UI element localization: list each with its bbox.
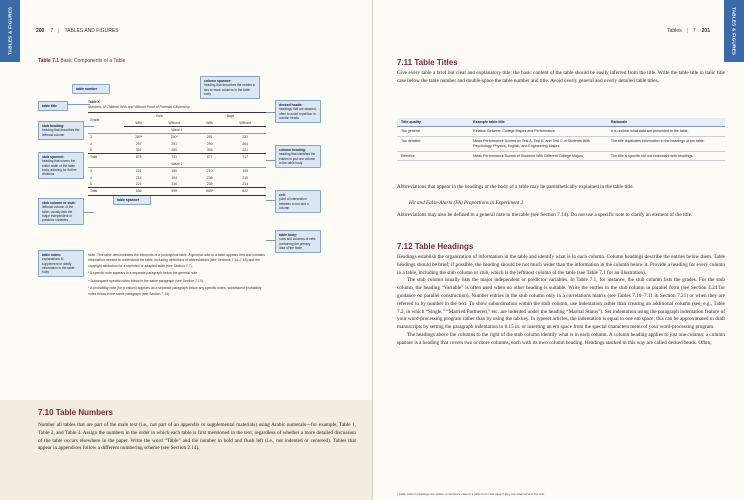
cell: 260 bbox=[171, 148, 178, 153]
leader-line bbox=[68, 104, 90, 105]
table-row bbox=[88, 181, 266, 188]
section-title-7-10: 7.10 Table Numbers bbox=[38, 408, 113, 417]
running-title: Tables bbox=[667, 28, 682, 34]
cell: 251 bbox=[171, 141, 178, 146]
leader-line bbox=[266, 200, 276, 201]
section-title-7-11: 7.11 Table Titles bbox=[397, 58, 458, 67]
section-body-7-12 bbox=[397, 254, 725, 348]
callout-label: column heading: bbox=[279, 148, 307, 152]
column-header: Title quality bbox=[397, 118, 469, 127]
cell: 201 bbox=[135, 169, 142, 174]
cell: 751 bbox=[153, 154, 195, 161]
callout-text: point of intersection between a row and a column bbox=[279, 197, 309, 210]
example-table-title: Numbers of Children With and Without Proof of Parental Citizenship bbox=[88, 105, 190, 109]
cell: 213 bbox=[242, 181, 249, 186]
section-tab: TABLES & FIGURES bbox=[0, 0, 20, 62]
callout-text: rows and columns of cells containing the primary data of the table bbox=[279, 237, 316, 250]
table-row bbox=[397, 151, 725, 161]
sub-head: Without bbox=[224, 119, 266, 126]
callout-label: stub heading: bbox=[42, 124, 65, 128]
sub-head: With bbox=[124, 119, 153, 126]
cell: Total bbox=[88, 154, 124, 161]
probability-note: * A probability note (for p values) appears as a separate paragraph below any specific notes; subsequent probability notes follow in the same paragraph (see Section 7.14). bbox=[88, 286, 262, 296]
stub-head: Grade bbox=[88, 113, 124, 127]
total-row bbox=[88, 188, 266, 195]
callout-text: heading that identifies the entries in just one column in the table body bbox=[279, 152, 316, 165]
right-page bbox=[372, 0, 744, 500]
separator: | bbox=[58, 28, 60, 34]
callout-label: table title bbox=[42, 104, 57, 108]
callout-table-number bbox=[72, 84, 110, 94]
cell: 236 bbox=[206, 175, 213, 180]
example-table-grid bbox=[88, 112, 266, 196]
cell: 622 bbox=[224, 188, 266, 195]
callout-cell bbox=[275, 190, 321, 213]
table-caption bbox=[38, 58, 125, 64]
cell: 878 bbox=[124, 154, 153, 161]
table-row bbox=[397, 127, 725, 137]
cell: Mean Performance Scores of Students With Different College Majors bbox=[469, 151, 607, 161]
table-notes bbox=[88, 253, 266, 299]
table-row bbox=[88, 168, 266, 175]
cell: The title is specific but not redundant with headings. bbox=[607, 151, 725, 161]
section-body-7-11: Give every table a brief but clear and explanatory title; the basic content of the table should be easily inferred from the title. Write the table title in italic title case below the table number and double-space the table number and title. Avoid overly general and overly detailed table titles. bbox=[397, 70, 725, 84]
callout-table-notes bbox=[38, 250, 84, 277]
table-row bbox=[397, 136, 725, 151]
callout-label: column spanner: bbox=[204, 79, 232, 83]
cell: It is unclear what data are presented in the table. bbox=[607, 127, 725, 137]
cell: Relation Between College Majors and Performance bbox=[469, 127, 607, 137]
callout-table-title bbox=[38, 101, 68, 111]
paragraph: The stub column usually lists the major independent or predictor variables. In Table 7.1, for instance, the stub column lists the grades. For the stub column, the heading “Variable” is often used when no other heading is suitable. Write the entries in the stub column in parallel form (see Section 4.24 for guidance on parallel construction). Number entries in the stub column only in a correlations matrix (see Tables 7.10–7.11 in Section 7.21) or when they are referred to by number in the text. To show subordination within the stub column, use indentation rather than creating an additional column (see, e.g., Table 7.2, in which “Single,” “Married/Partnered,” etc. are indented under the heading “Marital Status”). Set indentation using the paragraph indentation feature of your word-processing program rather than by using the tab key. In typeset articles, the indentation is equal to one em space; this can be approximated in draft manuscripts by setting the paragraph indentation to 0.15 in. or inserting an em space from the special characters menu of your word-processing program. bbox=[397, 277, 725, 331]
column-header: Example table title bbox=[469, 118, 607, 127]
total-row bbox=[88, 154, 266, 161]
footnote: ¹ Table column headings are written in sentence case in a table but in title case if they are referred to in the text. bbox=[397, 492, 545, 496]
running-head bbox=[36, 28, 119, 34]
cell: 599 bbox=[153, 188, 195, 195]
cell: 280ª bbox=[135, 135, 143, 140]
callout-label: table body: bbox=[279, 233, 298, 237]
cell: 3 bbox=[90, 169, 92, 174]
cell: 210 bbox=[206, 169, 213, 174]
cell: 3 bbox=[90, 135, 92, 140]
cell: 297 bbox=[135, 141, 142, 146]
callout-decked-heads bbox=[275, 100, 321, 123]
callout-text: headings that are stacked, often to avoid repetition in column heads bbox=[279, 107, 317, 120]
leader-line bbox=[266, 112, 276, 113]
cell: 214 bbox=[135, 175, 142, 180]
callout-label: decked heads: bbox=[279, 103, 303, 107]
group-head: Girls bbox=[124, 113, 195, 120]
example-table bbox=[88, 100, 266, 196]
page-number: 200 bbox=[36, 28, 45, 34]
cell: 5 bbox=[90, 148, 92, 153]
cell: 240ª bbox=[170, 135, 178, 140]
callout-text: heading that describes the leftmost column bbox=[42, 128, 80, 137]
table-row bbox=[88, 134, 266, 141]
abbreviations-paragraph-2: Abbreviations may also be defined in a general note to the table (see Section 7.14). Do not use a specific note to clarify an element of the title. bbox=[397, 212, 693, 218]
leader-line bbox=[266, 240, 276, 241]
cell: Too general bbox=[397, 127, 469, 137]
specific-note: ᵇ Subsequent specific notes follow in the same paragraph (see Section 7.14). bbox=[88, 278, 204, 283]
cell: 221 bbox=[135, 181, 142, 186]
sub-head: Without bbox=[153, 119, 195, 126]
chapter-title: TABLES AND FIGURES bbox=[64, 28, 119, 34]
cell: Effective bbox=[397, 151, 469, 161]
cell: 199 bbox=[242, 169, 249, 174]
cell: 239 bbox=[206, 181, 213, 186]
section-tab: TABLES & FIGURES bbox=[724, 0, 744, 62]
callout-label: table notes: bbox=[42, 253, 62, 257]
callout-table-spanner bbox=[113, 195, 151, 205]
wave-spanner: Wave 1 bbox=[88, 126, 266, 133]
section-block bbox=[0, 400, 372, 500]
table-row bbox=[88, 147, 266, 154]
callout-stub-spanner bbox=[38, 152, 84, 179]
section-body-7-10: Number all tables that are part of the main text (i.e., not part of an appendix or supplemental materials) using Arabic numerals—for example, Table 1, Table 2, and Table 3. Assign the numbers in the order in which each table is first mentioned in the text, regardless of whether a more detailed discussion of the table occurs elsewhere in the paper. Write the word “Table” and the number in bold and flush left (i.e., not indented or centered). Tables that appear in appendices follow a different numbering scheme (see Section 2.14). bbox=[38, 422, 356, 452]
leader-line bbox=[84, 212, 94, 213]
cell: 290 bbox=[206, 141, 213, 146]
cell: 4 bbox=[90, 175, 92, 180]
cell: Too detailed bbox=[397, 136, 469, 151]
cell: 717 bbox=[224, 154, 266, 161]
general-note: Note. This table demonstrates the elements of a prototypical table. A general note to a table appears first and contains information needed to understand the table, including definitions of abbreviations (see Sections 7.14–7.15) and the copyright attribution for a reprinted or adapted table (see Section 7.7). bbox=[88, 253, 265, 268]
cell: 210 bbox=[242, 175, 249, 180]
cell: 306 bbox=[206, 148, 213, 153]
callout-label: stub spanner: bbox=[42, 155, 65, 159]
callout-label: stub column or stub: bbox=[42, 201, 76, 205]
cell: 194 bbox=[171, 175, 178, 180]
cell: 232 bbox=[242, 135, 249, 140]
chapter-number: 7 bbox=[50, 28, 54, 34]
cell: 877 bbox=[195, 154, 224, 161]
paragraph: Headings establish the organization of information in the table and identify what is in each column. Column headings describe the entries below them. Table headings should be brief; if possible, the heading should be not much wider than the information in the column below it. Provide a heading for every column in a table, including the stub column or stub, which is the leftmost column of the table (see Table 7.1 for an illustration). bbox=[397, 254, 725, 276]
page-number: 201 bbox=[701, 28, 710, 34]
sub-head: With bbox=[195, 119, 224, 126]
example-title: Hit and False-Alarm (FA) Proportions in Experiment 2 bbox=[409, 200, 524, 206]
callout-label: table number bbox=[76, 87, 98, 91]
title-examples-table bbox=[397, 118, 725, 161]
specific-note: ª A specific note appears in a separate paragraph below the general note. bbox=[88, 271, 199, 276]
callout-text: heading that describes the entries in two or more columns in the table body bbox=[204, 83, 256, 96]
callout-text: explanations to supplement or clarify information in the table body bbox=[42, 257, 75, 274]
cell: The title duplicates information in the headings of the table. bbox=[607, 136, 725, 151]
cell: 685ᵇ bbox=[195, 188, 224, 195]
callout-label: table spanner bbox=[117, 198, 140, 202]
cell: 301 bbox=[135, 148, 142, 153]
cell: 281 bbox=[206, 135, 213, 140]
callout-table-body bbox=[275, 230, 321, 253]
column-header: Rationale bbox=[607, 118, 725, 127]
leader-line bbox=[266, 160, 276, 161]
separator: | bbox=[686, 28, 688, 34]
callout-text: leftmost column of the table; usually lists the major independent or predictor variables bbox=[42, 205, 74, 222]
chapter-number: 7 bbox=[692, 28, 696, 34]
running-head bbox=[667, 28, 710, 34]
cell: Total bbox=[88, 188, 124, 195]
cell: 189 bbox=[171, 169, 178, 174]
callout-column-heading bbox=[275, 145, 321, 168]
abbreviations-paragraph: Abbreviations that appear in the headings or the body of a table may be parenthetically explained in the table title. bbox=[397, 184, 634, 190]
cell: 216 bbox=[171, 181, 178, 186]
callout-label: cell: bbox=[279, 193, 286, 197]
cell: 5 bbox=[90, 181, 92, 186]
section-title-7-12: 7.12 Table Headings bbox=[397, 242, 474, 251]
wave-spanner: Wave 2 bbox=[88, 161, 266, 168]
paragraph: The headings above the columns to the right of the stub column identify what is in each column. A column heading applies to just one column; a column spanner is a heading that covers two or more columns, each with its own column heading. Headings stacked in this way are called decked heads. Often, bbox=[397, 331, 725, 346]
callout-text: heading that covers the entire width of the table body, allowing for further divisions bbox=[42, 159, 77, 176]
example-table-label: Table X bbox=[88, 100, 100, 104]
callout-stub-heading bbox=[38, 121, 84, 140]
cell: 264 bbox=[242, 141, 249, 146]
cell: 4 bbox=[90, 141, 92, 146]
cell: Mean Performance Scores on Test A, Test B, and Test C of Students With Psychology, Physics, English, and Engineering Majors bbox=[469, 136, 607, 151]
cell: 221 bbox=[242, 148, 249, 153]
group-head: Boys bbox=[195, 113, 266, 120]
cell: 636 bbox=[124, 188, 153, 195]
caption-label: Table 7.1 bbox=[38, 58, 60, 64]
callout-column-spanner bbox=[200, 76, 260, 99]
caption-text: Basic Components of a Table bbox=[60, 58, 126, 64]
callout-stub-column bbox=[38, 198, 84, 225]
